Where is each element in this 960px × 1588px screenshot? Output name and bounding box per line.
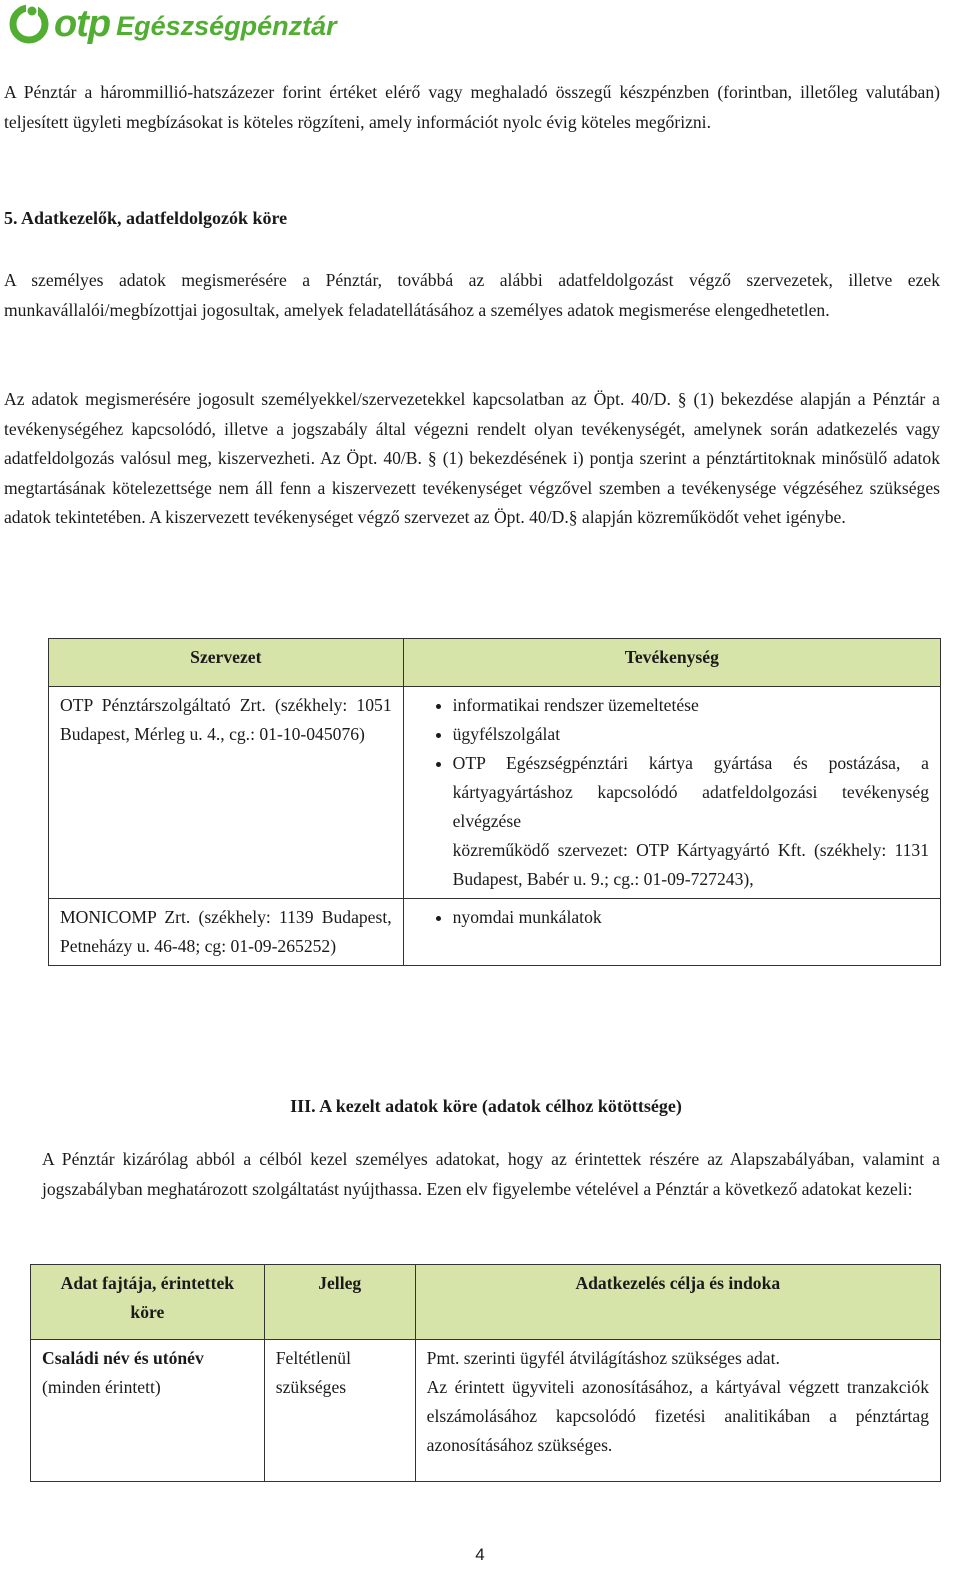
intro-paragraph: A Pénztár a hárommillió-hatszázezer forint értéket elérő vagy meghaladó összegű készpénzben (forintban, illetőleg valutában) teljesített ügyleti megbízásokat is köteles rögzíteni, amely információt nyolc évig köteles megőrizni. bbox=[4, 82, 940, 132]
data-scope: (minden érintett) bbox=[42, 1377, 161, 1397]
activity-item: • nyomdai munkálatok bbox=[453, 903, 929, 932]
header-purpose: Adatkezelés célja és indoka bbox=[415, 1265, 940, 1340]
header-activity: Tevékenység bbox=[403, 639, 940, 687]
section-3-heading: III. A kezelt adatok köre (adatok célhoz kötöttsége) bbox=[290, 1096, 682, 1116]
purpose-line: Az érintett ügyviteli azonosításához, a kártyával végzett tranzakciók elszámolásához kapcsolódó fizetési analitikában a pénztártag azonosításához szükséges. bbox=[426, 1377, 929, 1455]
processors-table-header bbox=[49, 639, 941, 687]
purpose-line: Pmt. szerinti ügyfél átvilágításhoz szükséges adat. bbox=[426, 1348, 780, 1368]
table-row bbox=[49, 899, 941, 966]
activity-list bbox=[415, 691, 929, 894]
table-row bbox=[31, 1340, 941, 1482]
section-3-paragraph: A Pénztár kizárólag abból a célból kezel személyes adatokat, hogy az érintettek részére az Alapszabályában, valamint a jogszabályban meghatározott szolgáltatást nyújthassa. Ezen elv figyelembe vételével a Pénztár a következő adatokat kezeli: bbox=[42, 1149, 940, 1199]
table-row bbox=[49, 687, 941, 899]
org-otp-penztarszolgaltato: OTP Pénztárszolgáltató Zrt. (székhely: 1051 Budapest, Mérleg u. 4., cg.: 01-10-045076) bbox=[49, 687, 404, 899]
activities-cell bbox=[403, 687, 940, 899]
header-data-type: Adat fajtája, érintettek köre bbox=[31, 1265, 265, 1340]
section-5-paragraph-2: Az adatok megismerésére jogosult személyekkel/szervezetekkel kapcsolatban az Öpt. 40/D. § (1) bekezdése alapján a Pénztár a tevékenységéhez kapcsolódó, illetve a jogszabály által végezni rendelt olyan tevékenységét, amelynek során adatkezelés vagy adatfeldolgozás valósul meg, kiszervezheti. Az Öpt. 40/B. § (1) bekezdésének i) pontja szerint a pénztártitoknak minősülő adatok megtartásának kötelezettsége nem áll fenn a kiszervezett tevékenységet végzővel szemben a tevékenysége végzéséhez szükséges adatok tekintetében. A kiszervezett tevékenységet végző szervezet az Öpt. 40/D.§ alapján közreműködőt vehet igénybe. bbox=[4, 389, 940, 527]
page-number: 4 bbox=[475, 1545, 485, 1564]
logo-product-text: Egészségpénztár bbox=[116, 10, 337, 41]
purpose-cell bbox=[415, 1340, 940, 1482]
activity-item: • ügyfélszolgálat bbox=[453, 720, 929, 749]
nature-cell: Feltétlenül szükséges bbox=[264, 1340, 415, 1482]
data-table bbox=[30, 1264, 941, 1482]
activity-item-text: • OTP Egészségpénztári kártya gyártása és postázása, a kártyagyártáshoz kapcsolódó adatfeldolgozási tevékenység elvégzése bbox=[452, 753, 929, 831]
org-monicomp: MONICOMP Zrt. (székhely: 1139 Budapest, Petneházy u. 46-48; cg: 01-09-265252) bbox=[49, 899, 404, 966]
data-type-cell bbox=[31, 1340, 265, 1482]
activities-cell bbox=[403, 899, 940, 966]
header-organization: Szervezet bbox=[49, 639, 404, 687]
processors-table bbox=[48, 638, 941, 966]
otp-logo bbox=[8, 2, 337, 46]
section-5-paragraph-1: A személyes adatok megismerésére a Pénztár, továbbá az alábbi adatfeldolgozást végző szervezetek, illetve ezek munkavállalói/megbízottjai jogosultak, amelyek feladatellátásához a személyes adatok megismerése elengedhetetlen. bbox=[4, 270, 940, 320]
logo-brand-text: otp bbox=[54, 2, 111, 45]
activity-item: • informatikai rendszer üzemeltetése bbox=[453, 691, 929, 720]
otp-logo-icon bbox=[8, 3, 50, 45]
data-name: Családi név és utónév bbox=[42, 1348, 204, 1368]
data-table-header bbox=[31, 1265, 941, 1340]
activity-item bbox=[453, 749, 929, 894]
header-nature: Jelleg bbox=[264, 1265, 415, 1340]
activity-list bbox=[415, 903, 929, 932]
section-5-heading: 5. Adatkezelők, adatfeldolgozók köre bbox=[4, 208, 288, 228]
subcontractor-note: közreműködő szervezet: OTP Kártyagyártó Kft. (székhely: 1131 Budapest, Babér u. 9.; cg.: 01-09-727243), bbox=[452, 840, 929, 889]
